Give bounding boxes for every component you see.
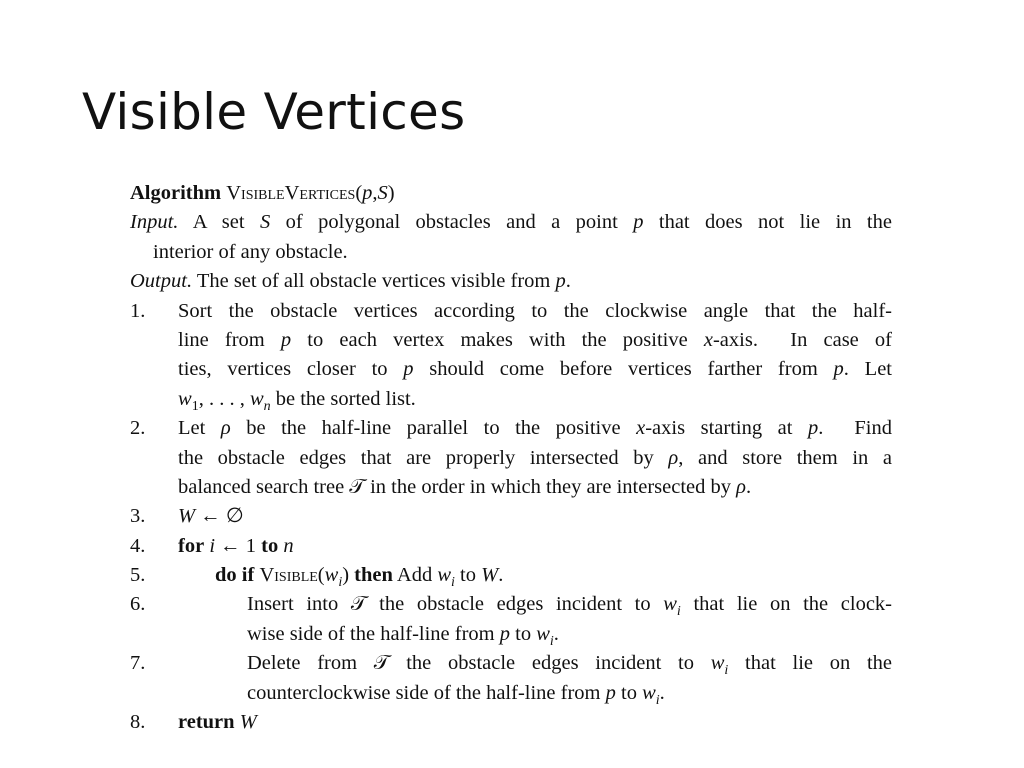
output-line: Output. The set of all obstacle vertices visible from p. — [130, 270, 571, 293]
step-1-number: 1. — [130, 299, 146, 322]
step-5: 5. do if $Visible(w_i)$ then Add $w_i$ to W. — [130, 561, 892, 590]
step-1-line-3: ties, vertices closer to p should come before vertices farther from p. Let — [178, 358, 892, 381]
step-5-number: 5. — [130, 564, 146, 587]
input-line-2: interior of any obstacle. — [153, 240, 348, 263]
algorithm-block — [130, 179, 892, 737]
step-6-number: 6. — [130, 593, 146, 616]
algorithm-label: Algorithm — [130, 182, 222, 204]
step-2-line-3: balanced search tree 𝒯 in the order in which they are intersected by ρ. — [178, 475, 752, 498]
step-2-number: 2. — [130, 417, 146, 440]
step-2-line-2: the obstacle edges that are properly intersected by ρ, and store them in a — [178, 446, 892, 469]
input-line-1: Input. A set S of polygonal obstacles and a point p that does not lie in the — [130, 211, 892, 234]
step-7-line-2: counterclockwise side of the half-line from p to $w_i$. — [247, 681, 665, 708]
step-6-line-2: wise side of the half-line from p to $w_i$. — [247, 622, 559, 649]
step-7-line-1: 7. Delete from 𝒯 the obstacle edges incident to $w_i$ that lie on the — [130, 649, 892, 678]
algorithm-name: VisibleVertices — [226, 182, 356, 204]
slide-title: Visible Vertices — [82, 83, 466, 141]
step-4: 4. for i ← 1 to n — [130, 532, 892, 561]
step-8-number: 8. — [130, 711, 146, 734]
step-3: 3. W ← ∅ — [130, 502, 892, 531]
step-8: 8. return W — [130, 708, 892, 737]
step-6-line-1: 6. Insert into 𝒯 the obstacle edges incident to $w_i$ that lie on the clock- — [130, 590, 892, 619]
step-1-line-1: 1. Sort the obstacle vertices according to the clockwise angle that the half- — [130, 297, 892, 326]
step-3-number: 3. — [130, 505, 146, 528]
step-2-line-1: 2. Let ρ be the half-line parallel to the positive x-axis starting at p. Find — [130, 414, 892, 443]
step-7-number: 7. — [130, 652, 146, 675]
step-1-line-2: line from p to each vertex makes with the positive x-axis. In case of — [178, 328, 892, 351]
algorithm-header: Algorithm VisibleVertices(p,S) — [130, 182, 395, 204]
output-label: Output. — [130, 270, 193, 293]
step-4-number: 4. — [130, 534, 146, 557]
input-label: Input. — [130, 211, 179, 234]
step-1-line-4: $w_1$, . . . , $w_n$ be the sorted list. — [178, 387, 416, 414]
